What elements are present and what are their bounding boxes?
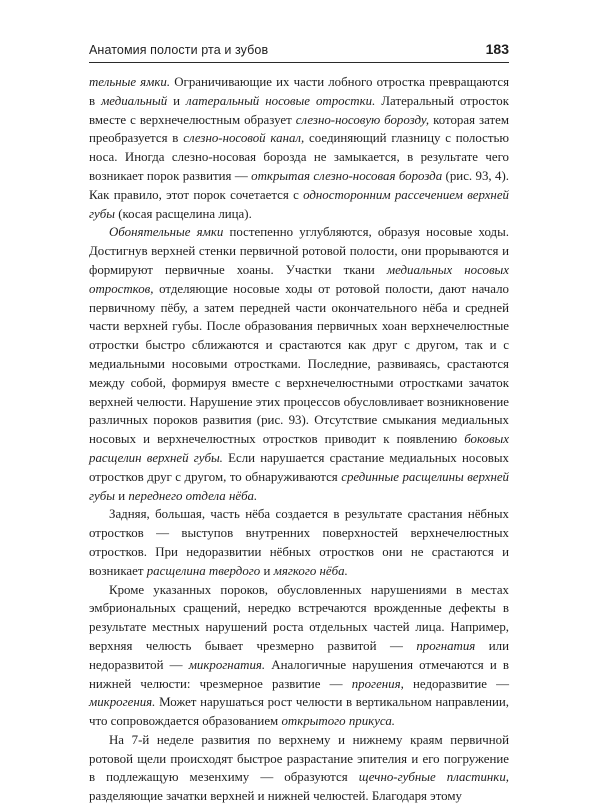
text-run: Может нарушаться рост челюсти в вертикальном направлении, что сопровождается образованием bbox=[89, 695, 509, 729]
paragraph bbox=[89, 581, 509, 731]
text-run: и bbox=[260, 563, 274, 578]
italic-term: латеральный носовые отростки. bbox=[186, 93, 376, 108]
text-run: или недоразвитой — bbox=[89, 638, 509, 672]
italic-term: слезно-носовую борозду, bbox=[295, 112, 430, 127]
italic-term: слезно-носовой канал, bbox=[183, 131, 305, 146]
italic-term: открытого прикуса. bbox=[281, 714, 395, 729]
italic-term: щечно-губные пластинки, bbox=[358, 770, 509, 785]
text-run: разделяющие зачатки верхней и нижней челюстей. Благодаря этому bbox=[89, 789, 462, 804]
italic-term: боковых расщелин верхней губы. bbox=[89, 432, 509, 465]
text-run: соединяющий глазницу с полостью носа. Иногда слезно-носовая борозда не замыкается, в результате чего возникает порок развития — bbox=[89, 131, 509, 183]
italic-term: тельные ямки. bbox=[89, 75, 171, 89]
text-run: (рис. 93, 4). Как правило, этот порок сочетается с bbox=[89, 168, 510, 202]
text-run: Кроме указанных пороков, обусловленных нарушениями в местах эмбриональных сращений, нередко встречаются врожденные дефекты в результате местных нарушений роста отдельных частей лица. Например, верхняя челюсть бывает чрезмерно развитой — bbox=[89, 582, 509, 653]
italic-term: прогения, bbox=[351, 676, 404, 691]
text-run: Латеральный отросток вместе с верхнечелюстным образует bbox=[89, 93, 509, 127]
text-run: которая затем преобразуется в bbox=[89, 112, 510, 146]
italic-term: медиальный bbox=[101, 93, 168, 108]
italic-term: односторонним рассечением верхней губы bbox=[89, 187, 509, 221]
italic-term: микрогнатия. bbox=[188, 657, 266, 672]
italic-term: прогнатия bbox=[416, 638, 476, 653]
text-run: Если нарушается срастание медиальных носовых отростков друг с другом, то обнаруживаются bbox=[89, 450, 509, 484]
italic-term: переднего отдела нёба. bbox=[128, 488, 258, 503]
text-run: отделяющие носовые ходы от ротовой полости, дают начало первичному пёбу, а затем передней части окончательного нёба и средней части верхней губы. После образования первичных хоан верхнечелюстные отростки быстро сближаются и срастаются как друг с другом, так и с медиальными носовыми отростками. Последние, развиваясь, срастаются между собой, формируя вместе с верхнечелюстными отростками зачаток верхней челюсти. Нарушение этих процессов обусловливает возникновение различных пороков развития (рис. 93). Отсутствие смыкания медиальных носовых и верхнечелюстных отростков приводит к появлению bbox=[89, 281, 509, 447]
page-number: 183 bbox=[485, 41, 509, 57]
italic-term: микрогения. bbox=[89, 695, 156, 710]
text-run: Задняя, большая, часть нёба создается в результате срастания нёбных отростков — выступов внутренних поверхностей верхнечелюстных отростков. При недоразвитии нёбных отростков они не срастаются и возникает bbox=[89, 507, 509, 578]
page-body bbox=[89, 73, 509, 806]
italic-term: открытая слезно-носовая борозда bbox=[251, 168, 443, 183]
italic-term: мягкого нёба. bbox=[273, 563, 348, 578]
text-run: На 7-й неделе развития по верхнему и нижнему краям первичной ротовой щели происходят быстрое разрастание эпителия и его погружение в подлежащую мезенхиму — образуются bbox=[89, 732, 509, 785]
text-run: Ограничивающие их части лобного отростка превращаются в bbox=[89, 75, 510, 108]
paragraph bbox=[89, 731, 509, 806]
paragraph bbox=[89, 73, 509, 223]
text-run: недоразвитие — bbox=[403, 676, 509, 691]
italic-term: Обонятельные ямки bbox=[109, 225, 224, 240]
italic-term: срединные расщелины верхней губы bbox=[89, 469, 510, 503]
text-run: и bbox=[114, 488, 129, 503]
text-run: Аналогичные нарушения отмечаются и в нижней челюсти: чрезмерное развитие — bbox=[89, 657, 509, 691]
running-title: Анатомия полости рта и зубов bbox=[89, 43, 269, 57]
text-run: (косая расщелина лица). bbox=[114, 206, 252, 221]
text-run: и bbox=[167, 93, 187, 108]
page-header bbox=[89, 40, 509, 63]
paragraph bbox=[89, 505, 509, 580]
italic-term: медиальных носовых отростков, bbox=[89, 262, 509, 296]
italic-term: расщелина твердого bbox=[146, 563, 261, 578]
text-run: постепенно углубляются, образуя носовые ходы. Достигнув верхней стенки первичной ротовой полости, они прорываются и формируют первичные хоаны. Участки ткани bbox=[89, 225, 509, 277]
paragraph bbox=[89, 223, 509, 505]
